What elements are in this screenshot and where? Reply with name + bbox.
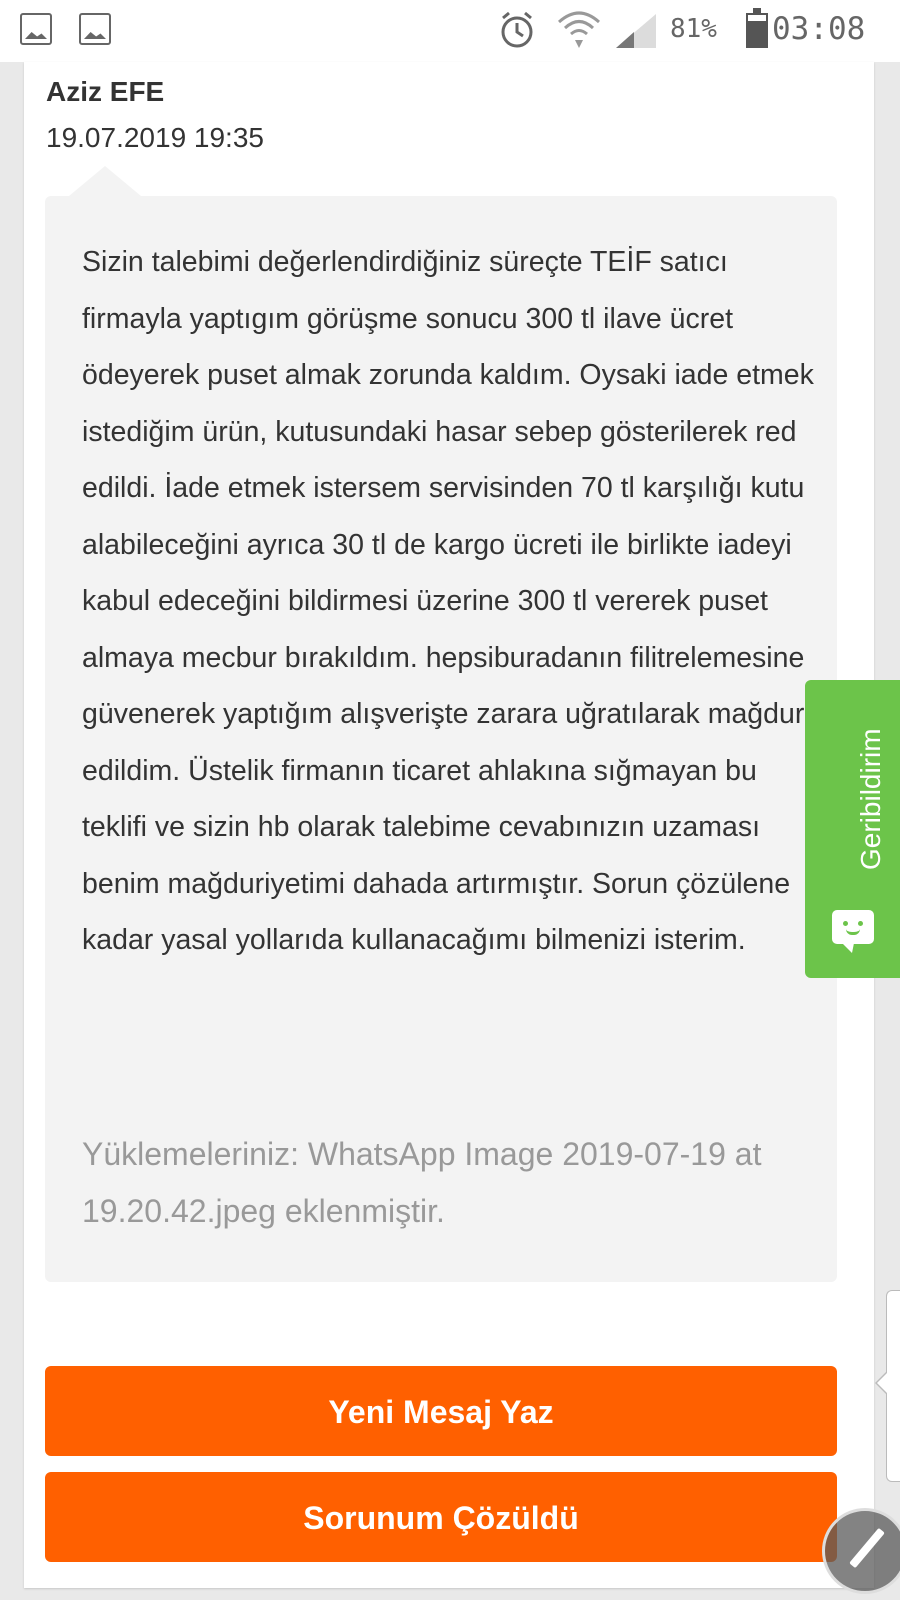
battery-fill <box>748 21 766 46</box>
wifi-icon <box>556 8 602 50</box>
status-bar <box>0 0 900 62</box>
signal-icon <box>614 12 658 50</box>
message-datetime: 19.07.2019 19:35 <box>46 122 264 153</box>
eye-right <box>858 921 863 926</box>
message-author: Aziz EFE <box>46 76 165 107</box>
image-icon <box>79 13 111 45</box>
bubble-arrow <box>69 166 141 196</box>
message-card <box>24 62 874 1588</box>
problem-solved-button[interactable]: Sorunum Çözüldü <box>45 1472 837 1562</box>
feedback-tab[interactable] <box>805 680 900 978</box>
attachment-note[interactable]: Yüklemeleriniz: WhatsApp Image 2019-07-19 at 19.20.42.jpeg eklenmiştir. <box>82 1136 762 1229</box>
mouth <box>846 929 860 935</box>
new-message-button[interactable]: Yeni Mesaj Yaz <box>45 1366 837 1456</box>
battery-icon <box>746 13 768 48</box>
message-body: Sizin talebimi değerlendirdiğiniz süreçte TEİF satıcı firmayla yaptıgım görüşme sonucu 300 tl ilave ücret ödeyerek puset almak zorunda kaldım. Oysaki iade etmek istediğim ürün, kutusundaki hasar sebep gösterilerek red edildi. İade etmek istersem servisinden 70 tl karşılığı kutu alabileceğini ayrıca 30 tl de kargo ücreti ile birlikte iadeyi kabul edeceğini bildirmesi üzerine 300 tl vererek puset almaya mecbur bırakıldım. hepsiburadanın filitrelemesine güvenerek yaptığım alışverişte zarara uğratılarak mağdur edildim. Üstelik firmanın ticaret ahlakına sığmayan bu teklifi ve sizin hb olarak talebime cevabınızın uzaması benim mağduriyetimi dahada artırmıştır. Sorun çözülene kadar yasal yollarıda kullanacağımı bilmenizi isterim. <box>82 246 814 956</box>
clock: 03:08 <box>772 11 866 47</box>
pen-icon <box>849 1528 885 1568</box>
feedback-label: Geribildirim <box>855 728 886 870</box>
floating-pen-button[interactable] <box>822 1508 900 1594</box>
chat-smile-icon <box>832 910 874 944</box>
image-icon <box>20 13 52 45</box>
battery-percent: 81% <box>670 14 717 44</box>
message-bubble <box>45 196 837 1282</box>
side-panel-handle[interactable] <box>886 1290 900 1482</box>
alarm-icon <box>497 10 537 50</box>
eye-left <box>843 921 848 926</box>
